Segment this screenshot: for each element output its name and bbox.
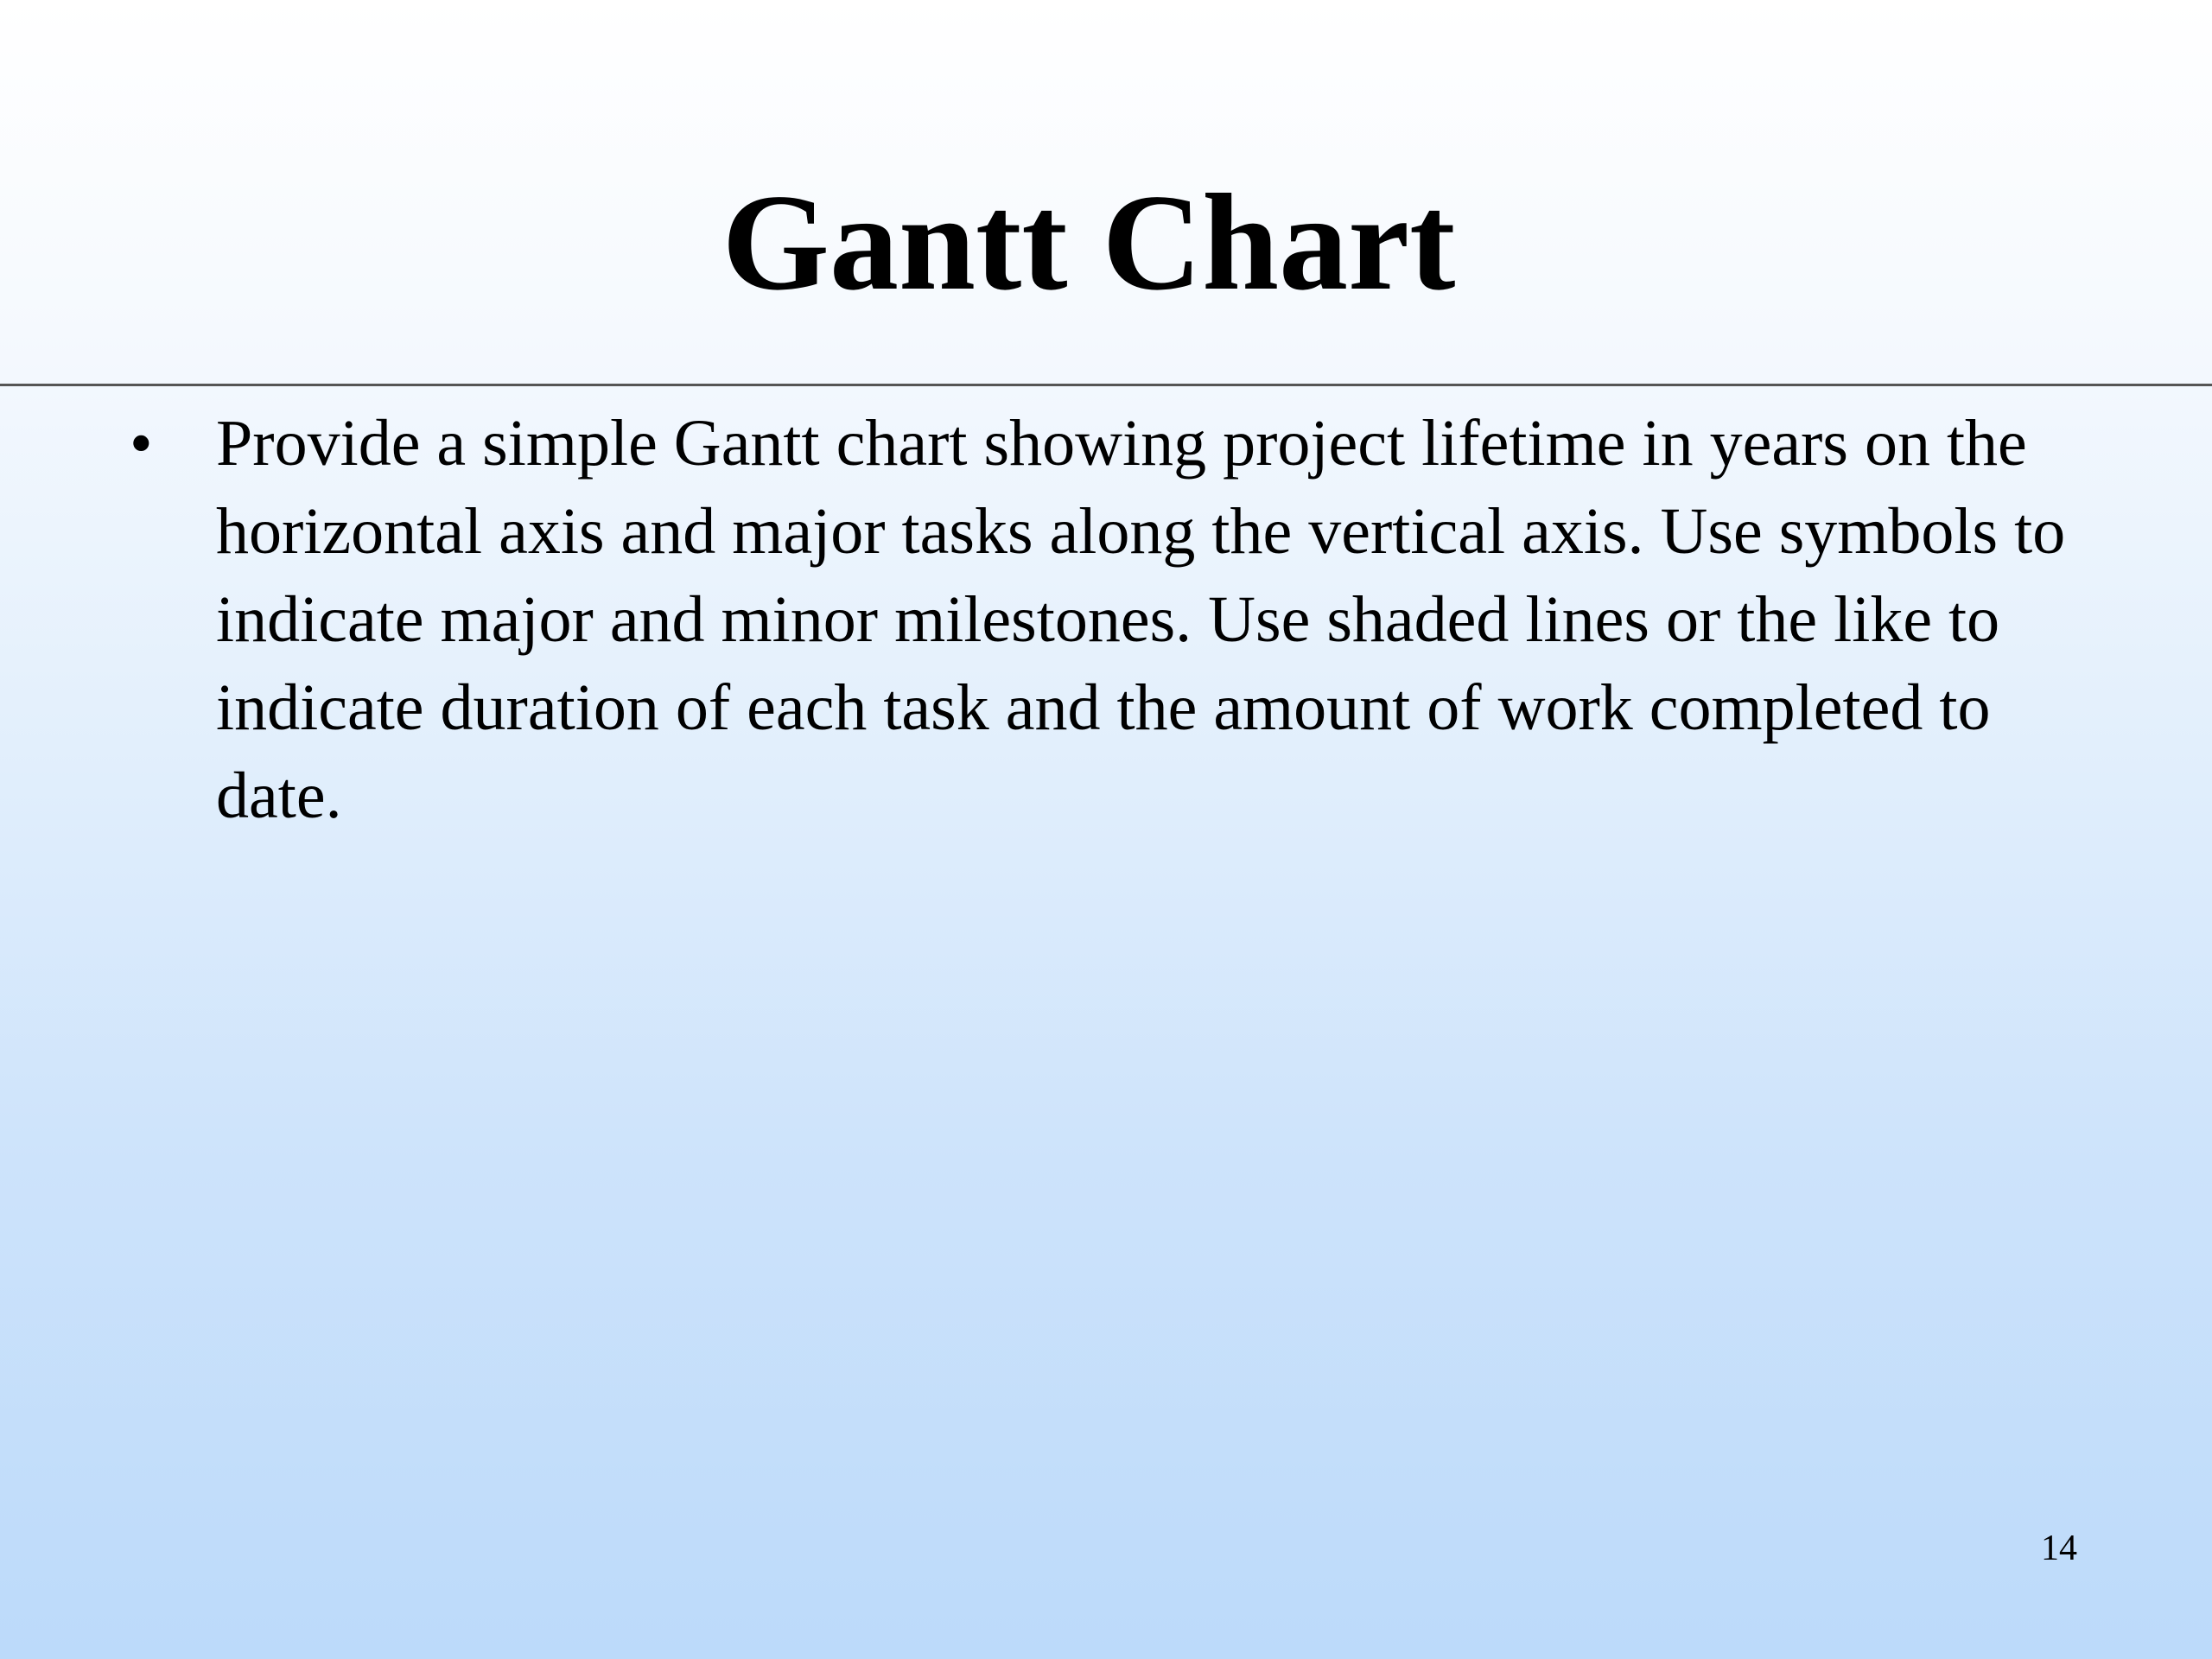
bullet-marker: • [130,407,153,480]
slide-title: Gantt Chart [721,165,1456,319]
bullet-list [130,399,2117,840]
page-number: 14 [2041,1529,2077,1568]
title-divider [0,384,2212,386]
bullet-text: Provide a simple Gantt chart showing project lifetime in years on the horizontal axis and major tasks along the vertical axis. Use symbols to indicate major and minor milestones. Use shaded lines or the like to indicate duration of each task and the amount of work completed to date. [216,407,2066,832]
bullet-item [130,399,2117,840]
